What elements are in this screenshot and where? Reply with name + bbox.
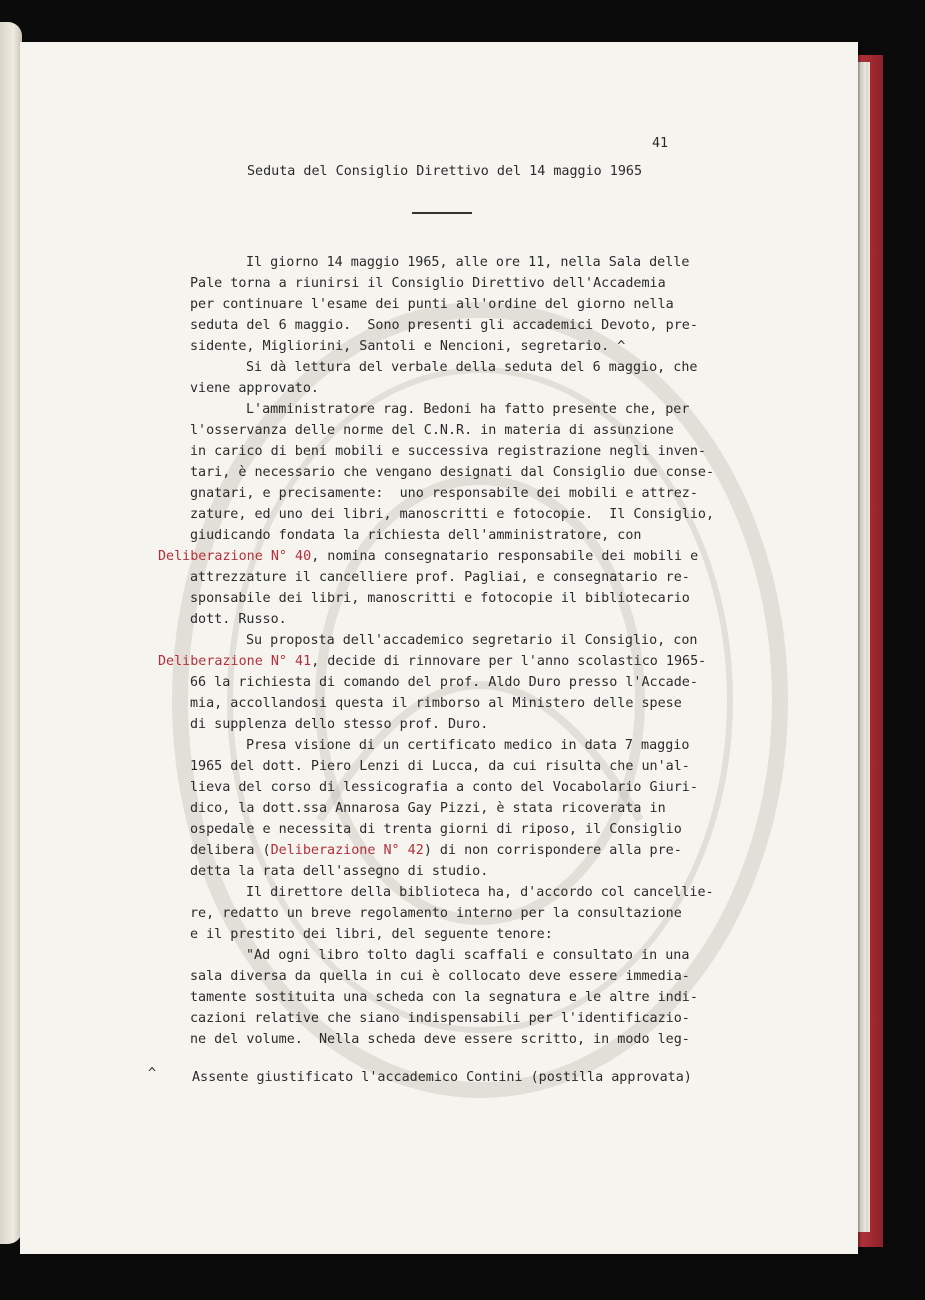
line-text: attrezzature il cancelliere prof. Pagliai, e consegnatario re- (190, 570, 690, 585)
deliberation-reference: Deliberazione N° 41 (158, 654, 312, 669)
line-text: sala diversa da quella in cui è collocato deve essere immedia- (190, 969, 690, 984)
text-line (158, 399, 768, 420)
text-line (158, 756, 768, 777)
line-text: mia, accollandosi questa il rimborso al Ministero delle spese (190, 696, 682, 711)
text-line (158, 294, 768, 315)
line-text: gnatari, e precisamente: uno responsabile dei mobili e attrez- (190, 486, 698, 501)
line-text: Su proposta dell'accademico segretario il Consiglio, con (246, 633, 698, 648)
text-line (158, 315, 768, 336)
text-line (158, 777, 768, 798)
line-text: Presa visione di un certificato medico in data 7 maggio (246, 738, 690, 753)
line-text: Il direttore della biblioteca ha, d'accordo col cancellie- (246, 885, 714, 900)
text-line (158, 819, 768, 840)
text-line (158, 462, 768, 483)
text-line (158, 609, 768, 630)
page-title: Seduta del Consiglio Direttivo del 14 maggio 1965 (247, 164, 643, 179)
line-text: giudicando fondata la richiesta dell'amministratore, con (190, 528, 642, 543)
line-text: 66 la richiesta di comando del prof. Aldo Duro presso l'Accade- (190, 675, 698, 690)
line-text: ) di non corrispondere alla pre- (423, 843, 682, 858)
line-text: , decide di rinnovare per l'anno scolastico 1965- (311, 654, 707, 669)
text-line (158, 441, 768, 462)
line-text: seduta del 6 maggio. Sono presenti gli accademici Devoto, pre- (190, 318, 698, 333)
text-line (158, 504, 768, 525)
line-text: re, redatto un breve regolamento interno per la consultazione (190, 906, 682, 921)
line-text: di supplenza dello stesso prof. Duro. (190, 717, 489, 732)
deliberation-reference: Deliberazione N° 42 (270, 843, 424, 858)
line-text: dico, la dott.ssa Annarosa Gay Pizzi, è stata ricoverata in (190, 801, 666, 816)
text-line (158, 945, 768, 966)
line-text: ospedale e necessita di trenta giorni di riposo, il Consiglio (190, 822, 682, 837)
text-line (158, 735, 768, 756)
line-text: l'osservanza delle norme del C.N.R. in materia di assunzione (190, 423, 674, 438)
line-text: Pale torna a riunirsi il Consiglio Direttivo dell'Accademia (190, 276, 666, 291)
title-rule (412, 212, 472, 214)
line-text: viene approvato. (190, 381, 319, 396)
page-number: 41 (652, 136, 669, 151)
text-line (158, 1008, 768, 1029)
text-line (158, 357, 768, 378)
line-text: L'amministratore rag. Bedoni ha fatto presente che, per (246, 402, 690, 417)
text-line (158, 525, 768, 546)
line-text: , nomina consegnatario responsabile dei mobili e (311, 549, 699, 564)
text-line (158, 420, 768, 441)
line-text: tari, è necessario che vengano designati dal Consiglio due conse- (190, 465, 715, 480)
text-line (158, 840, 768, 861)
line-prefix: delibera ( (190, 843, 271, 858)
line-text: cazioni relative che siano indispensabili per l'identificazio- (190, 1011, 690, 1026)
line-text: dott. Russo. (190, 612, 287, 627)
text-line (158, 672, 768, 693)
line-text: 1965 del dott. Piero Lenzi di Lucca, da cui risulta che un'al- (190, 759, 690, 774)
line-text: e il prestito dei libri, del seguente tenore: (190, 927, 553, 942)
text-line (158, 651, 768, 672)
text-line (158, 378, 768, 399)
line-text: tamente sostituita una scheda con la segnatura e le altre indi- (190, 990, 698, 1005)
line-text: detta la rata dell'assegno di studio. (190, 864, 489, 879)
text-line (158, 273, 768, 294)
text-line (158, 903, 768, 924)
text-line (158, 252, 768, 273)
text-line (158, 630, 768, 651)
left-page-edge (0, 22, 22, 1244)
line-text: Si dà lettura del verbale della seduta del 6 maggio, che (246, 360, 698, 375)
text-line (158, 483, 768, 504)
text-line (158, 861, 768, 882)
line-text: ne del volume. Nella scheda deve essere scritto, in modo leg- (190, 1032, 690, 1047)
text-line (158, 924, 768, 945)
footnote: Assente giustificato l'accademico Contini (postilla approvata) (192, 1070, 692, 1085)
footnote-mark: ^ (148, 1066, 157, 1081)
text-line (158, 798, 768, 819)
line-text: "Ad ogni libro tolto dagli scaffali e consultato in una (246, 948, 690, 963)
deliberation-reference: Deliberazione N° 40 (158, 549, 312, 564)
text-line (158, 336, 768, 357)
line-text: per continuare l'esame dei punti all'ordine del giorno nella (190, 297, 674, 312)
line-text: lieva del corso di lessicografia a conto del Vocabolario Giuri- (190, 780, 698, 795)
text-line (158, 987, 768, 1008)
text-line (158, 693, 768, 714)
text-line (158, 567, 768, 588)
line-text: in carico di beni mobili e successiva registrazione negli inven- (190, 444, 706, 459)
line-text: sponsabile dei libri, manoscritti e fotocopie il bibliotecario (190, 591, 690, 606)
text-line (158, 546, 768, 567)
body-text (158, 252, 768, 1050)
text-line (158, 588, 768, 609)
text-line (158, 966, 768, 987)
text-line (158, 1029, 768, 1050)
text-line (158, 714, 768, 735)
line-text: zature, ed uno dei libri, manoscritti e fotocopie. Il Consiglio, (190, 507, 715, 522)
line-text: Il giorno 14 maggio 1965, alle ore 11, nella Sala delle (246, 255, 690, 270)
line-text: sidente, Migliorini, Santoli e Nencioni, segretario. ^ (190, 339, 626, 354)
text-line (158, 882, 768, 903)
